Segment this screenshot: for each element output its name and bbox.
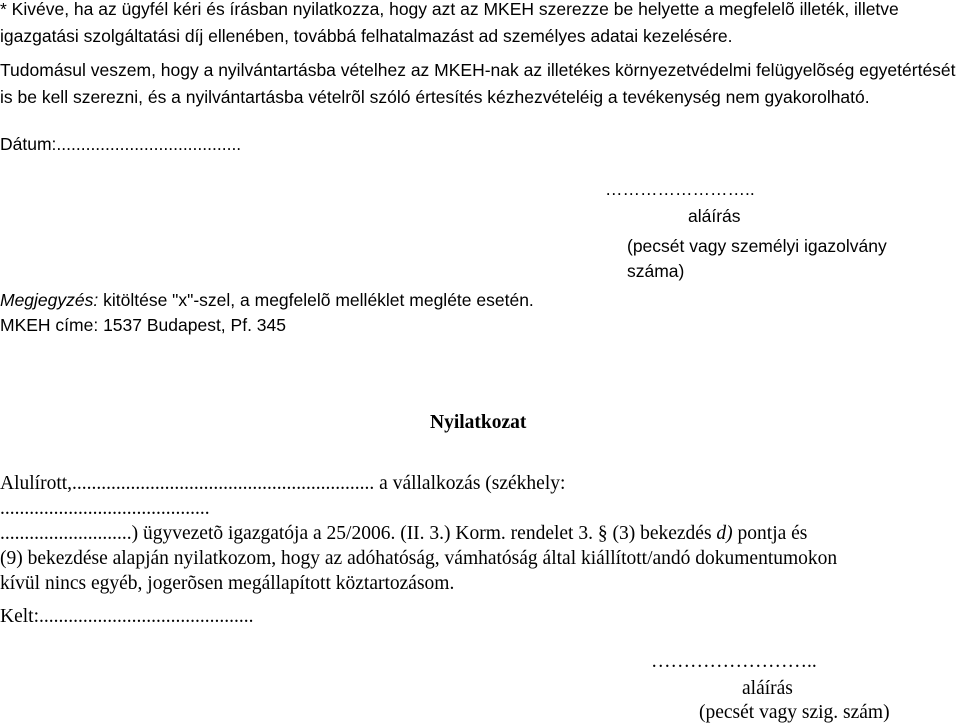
declaration-line-3-start: ...........................) ügyvezetõ igazgatója a 25/2006. (II. 3.) Korm. rendelet 3. § (3) bekezdés: [0, 523, 717, 544]
remark-text: kitöltése "x"-szel, a megfelelõ melléklet megléte esetén.: [98, 290, 534, 310]
declaration-line-5: kívül nincs egyéb, jogerõsen megállapított köztartozásom.: [0, 573, 455, 594]
date-line: Dátum:......................................: [0, 134, 242, 154]
asterisk-note: * Kivéve, ha az ügyfél kéri és írásban nyilatkozza, hogy azt az MKEH szerezze be helyette a megfelelõ illeték, illetve igazgatási szolgáltatási díj ellenében, továbbá felhatalmazást ad személyes adatai kezelésére.: [0, 0, 899, 46]
remark-line: [0, 287, 534, 314]
declaration-line-4: (9) bekezdése alapján nyilatkozom, hogy az adóhatóság, vámhatóság által kiállított/andó dokumentumokon: [0, 548, 838, 569]
signature-label: aláírás: [688, 206, 741, 226]
acknowledgement-paragraph: Tudomásul veszem, hogy a nyilvántartásba vételhez az MKEH-nak az illetékes környezetvédelmi felügyelõség egyetértését is be kell szerezni, és a nyilvántartásba vételrõl szóló értesítés kézhezvételéig a tevékenység nem gyakorolható.: [0, 60, 956, 107]
declaration-line-3: [0, 521, 807, 547]
signature-2-dots: ……………………..: [651, 651, 817, 672]
remark-label: Megjegyzés:: [0, 290, 99, 310]
office-address: MKEH címe: 1537 Budapest, Pf. 345: [0, 315, 286, 335]
signature-note-line-2: száma): [627, 261, 685, 281]
signature-2-label: aláírás: [742, 678, 793, 699]
declaration-title: Nyilatkozat: [430, 412, 527, 433]
signature-2-note: (pecsét vagy szig. szám): [699, 702, 890, 723]
kelt-line: Kelt:............................................: [0, 606, 254, 627]
signature-dots: ……………………..: [605, 179, 755, 199]
signature-note-line-1: (pecsét vagy személyi igazolvány: [627, 236, 887, 256]
declaration-line-2: ...........................................: [0, 498, 210, 519]
declaration-line-3-end: pontja és: [732, 523, 808, 544]
declaration-point-d: d): [716, 523, 733, 544]
declaration-line-1: Alulírott,.............................................................. a vállalkozás (székhely:: [0, 473, 566, 494]
